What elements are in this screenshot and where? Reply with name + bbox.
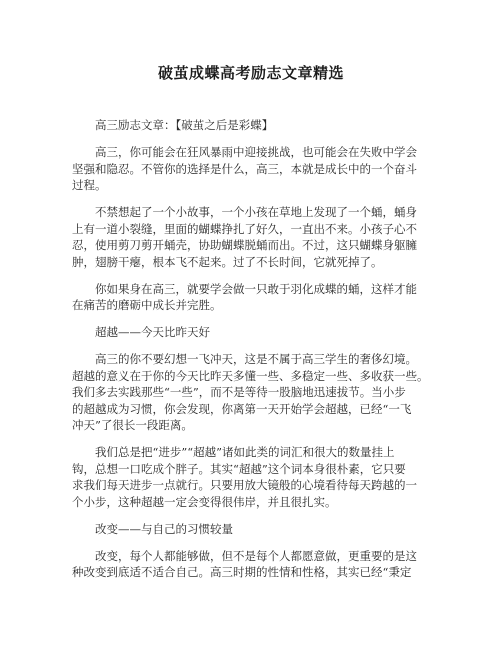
paragraph-line: 超越的意义在于你的今天比昨天多懂一些、多稳定一些、多收获一些。	[72, 368, 429, 383]
paragraph-line: 个小步，这种超越一定会变得很伟岸，并且很扎实。	[72, 494, 337, 509]
section-heading: 改变——与自己的习惯较量	[95, 521, 233, 536]
paragraph	[72, 204, 432, 270]
document-title: 破茧成蝶高考励志文章精选	[157, 64, 344, 82]
paragraph-line: 钩，总想一口吃成个胖子。其实“超越”这个词本身很朴素，它只要	[72, 461, 406, 476]
paragraph-line: 我们总是把“进步”“超越”诸如此类的词汇和很大的数量挂上	[95, 445, 395, 459]
paragraph-line: 的超越成为习惯，你会发现，你离第一天开始学会超越，已经“一飞	[72, 401, 412, 416]
paragraph-line: 改变，每个人都能够做，但不是每个人都愿意做，更重要的是这	[95, 548, 417, 563]
paragraph-line: 肿，翅膀干瘪，根本飞不起来。过了不长时间，它就死掉了。	[72, 254, 383, 269]
paragraph-line: 高三的你不要幻想一飞冲天，这是不属于高三学生的奢侈幻境。	[95, 352, 417, 366]
paragraph-line: 冲天”了很长一段距离。	[72, 418, 193, 432]
paragraph-line: 你如果身在高三，就要学会做一只敢于羽化成蝶的蛹，这样才能	[95, 281, 417, 296]
paragraph-line: 我们多去实践那些“一些”，而不是等待一股脑地迅速拔节。当小步	[72, 385, 406, 399]
paragraph	[72, 444, 432, 510]
paragraph-line: 在痛苦的磨砺中成长并完胜。	[72, 298, 222, 312]
section-heading: 高三励志文章：【破茧之后是彩蝶】	[95, 118, 274, 132]
section-heading: 超越——今天比昨天好	[95, 325, 210, 339]
paragraph-line: 上有一道小裂缝，里面的蝴蝶挣扎了好久，一直出不来。小孩子心不	[72, 221, 417, 236]
paragraph-line: 高三，你可能会在狂风暴雨中迎接挑战，也可能会在失败中学会	[95, 145, 417, 159]
paragraph	[72, 144, 432, 194]
paragraph	[72, 351, 432, 434]
paragraph	[72, 548, 432, 581]
document-body	[72, 117, 432, 591]
paragraph-line: 坚强和隐忍。不管你的选择是什么，高三，本就是成长中的一个奋斗	[72, 161, 417, 176]
paragraph-line: 过程。	[72, 178, 107, 192]
paragraph	[72, 281, 432, 314]
paragraph-line: 忍，使用剪刀剪开蛹壳，协助蝴蝶脱蛹而出。不过，这只蝴蝶身躯臃	[72, 238, 417, 252]
paragraph-line: 求我们每天进步一点就行。只要用放大镜般的心境看待每天跨越的一	[72, 478, 417, 492]
paragraph-line: 不禁想起了一个小故事，一个小孩在草地上发现了一个蛹，蛹身	[95, 205, 417, 219]
paragraph-line: 种改变到底适不适合自己。高三时期的性情和性格，其实已经“秉定	[72, 565, 412, 579]
